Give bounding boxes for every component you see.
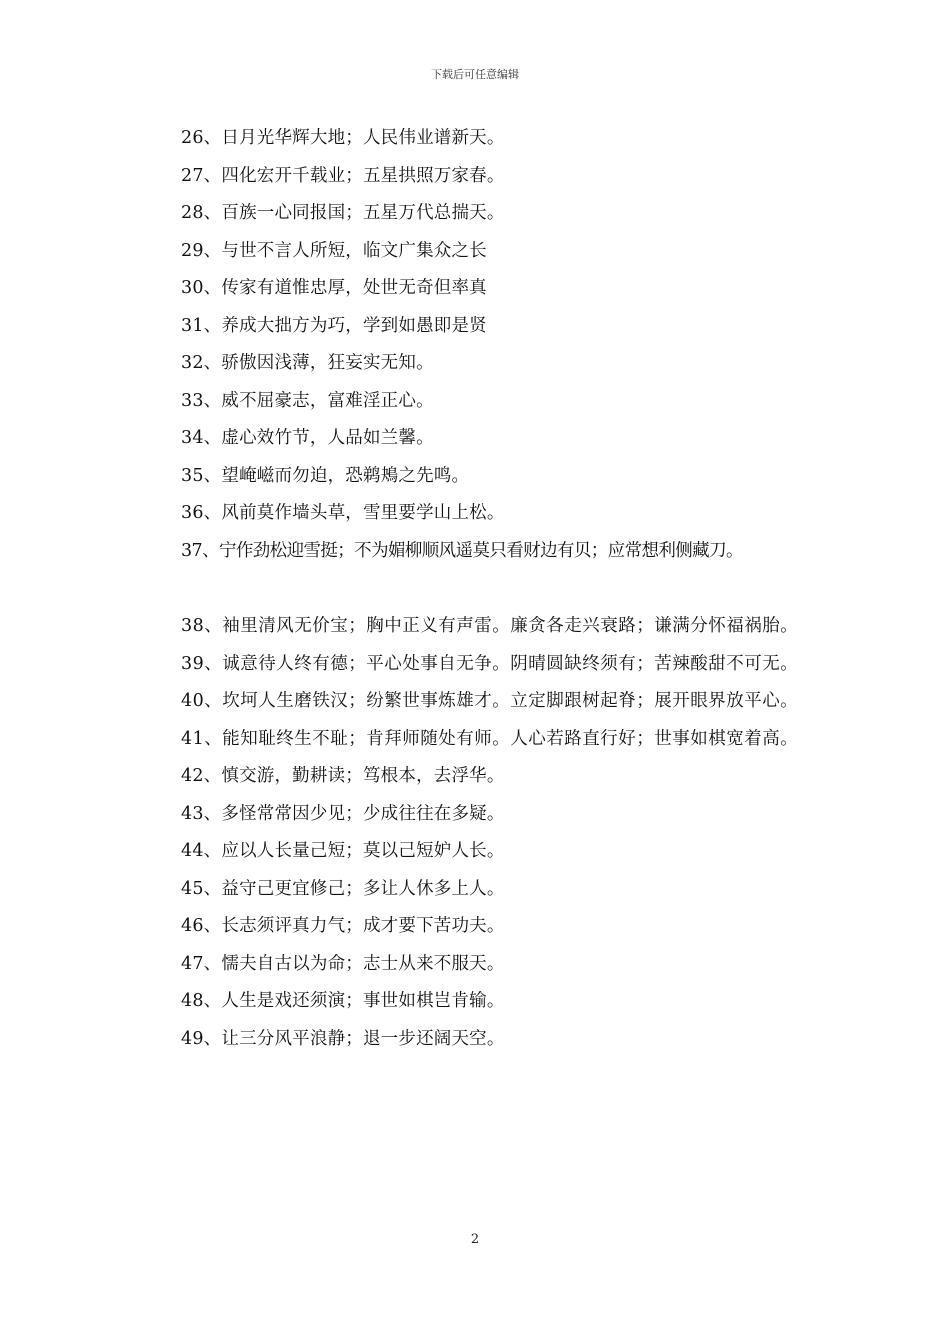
blank-line xyxy=(145,570,813,608)
couplet-line: 43、多怪常常因少见；少成往往在多疑。 xyxy=(181,803,505,824)
couplet-line: 28、百族一心同报国；五星万代总揣天。 xyxy=(181,203,505,223)
couplet-paragraph: 38、袖里清风无价宝；胸中正义有声雷。廉贪各走兴衰路；谦满分怀福祸胎。 xyxy=(181,616,799,636)
couplet-line: 36、风前莫作墙头草，雪里要学山上松。 xyxy=(181,503,505,523)
couplet-line: 47、懦夫自古以为命；志士从来不服天。 xyxy=(181,953,505,974)
couplet-line: 26、日月光华辉大地；人民伟业谱新天。 xyxy=(181,128,505,148)
couplet-line: 44、应以人长量己短；莫以己短妒人长。 xyxy=(181,841,505,861)
couplet-line: 42、慎交游，勤耕读；笃根本，去浮华。 xyxy=(181,766,505,786)
couplet-line: 48、人生是戏还须演；事世如棋岂肯输。 xyxy=(181,991,505,1011)
couplet-line: 31、养成大拙方为巧，学到如愚即是贤 xyxy=(181,315,487,336)
couplet-paragraph: 39、诚意待人终有德；平心处事自无争。阴晴圆缺终须有；苦辣酸甜不可无。 xyxy=(181,653,799,674)
couplet-line: 27、四化宏开千载业；五星拱照万家春。 xyxy=(181,165,505,186)
document-body xyxy=(145,120,813,1058)
couplet-line: 46、长志须评真力气；成才要下苦功夫。 xyxy=(181,916,505,936)
couplet-line: 34、虚心效竹节，人品如兰馨。 xyxy=(181,428,434,448)
couplet-line: 45、益守己更宜修己；多让人休多上人。 xyxy=(181,878,505,899)
couplet-line: 29、与世不言人所短，临文广集众之长 xyxy=(181,240,487,261)
couplet-line: 32、骄傲因浅薄，狂妄实无知。 xyxy=(181,353,434,373)
couplet-line: 37、宁作劲松迎雪挺；不为媚柳顺风遥莫只看财边有贝；应常想利侧藏刀。 xyxy=(181,540,743,561)
page-number: 2 xyxy=(470,1232,480,1247)
couplet-line: 30、传家有道惟忠厚，处世无奇但率真 xyxy=(181,278,487,298)
couplet-line: 33、威不屈豪志，富难淫正心。 xyxy=(181,390,434,411)
page-header: 下载后可任意编辑 xyxy=(431,68,519,81)
couplet-paragraph: 40、坎坷人生磨铁汉；纷繁世事炼雄才。立定脚跟树起脊；展开眼界放平心。 xyxy=(181,691,799,711)
couplet-paragraph: 41、能知耻终生不耻；肯拜师随处有师。人心若路直行好；世事如棋宽着高。 xyxy=(181,728,799,749)
couplet-line: 49、让三分风平浪静；退一步还阔天空。 xyxy=(181,1028,505,1049)
couplet-line: 35、望崦嵫而勿迫，恐鹈鴂之先鸣。 xyxy=(181,465,470,486)
